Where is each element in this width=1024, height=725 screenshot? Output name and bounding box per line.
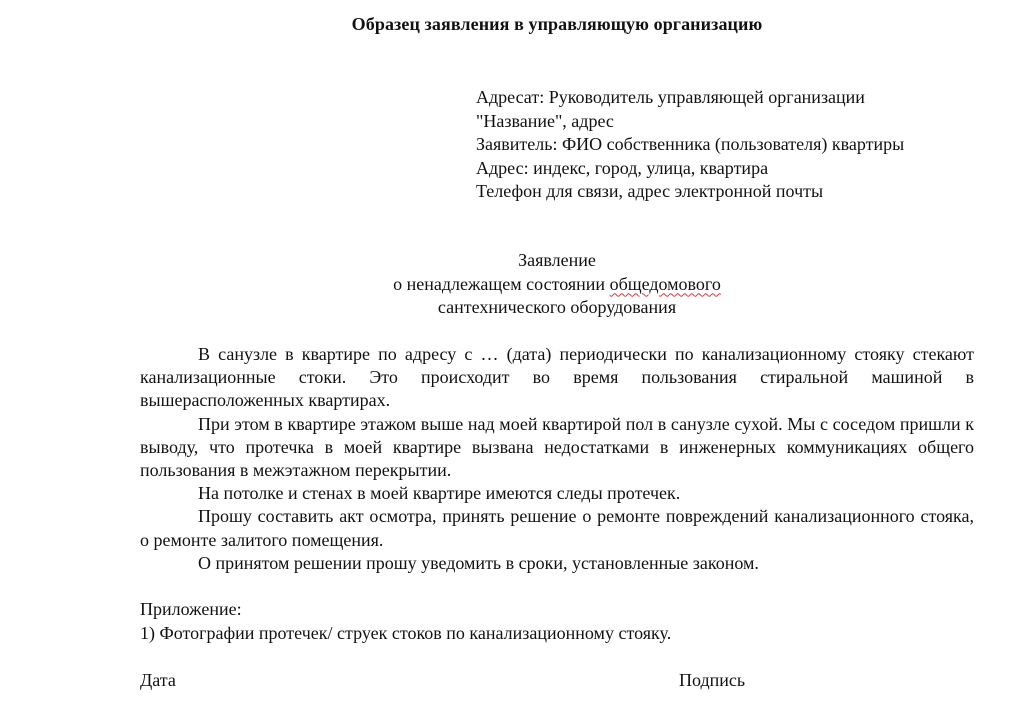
statement-heading-title: Заявление: [518, 250, 596, 270]
body-paragraph: Прошу составить акт осмотра, принять решение о ремонте повреждений канализационного стояка, о ремонте залитого помещения.: [140, 506, 974, 550]
attachments-label: Приложение:: [140, 599, 242, 619]
recipient-contacts: Телефон для связи, адрес электронной почты: [476, 181, 824, 201]
attachment-item: 1) Фотографии протечек/ струек стоков по канализационному стояку.: [140, 622, 672, 643]
statement-body: [140, 343, 974, 575]
recipient-block: [476, 86, 904, 204]
body-paragraph: При этом в квартире этажом выше над моей квартирой пол в санузле сухой. Мы с соседом пришли к выводу, что протечка в моей квартире вызвана недостатками в инженерных коммуникациях общего пользования в межэтажном перекрытии.: [140, 413, 974, 481]
statement-heading: [0, 249, 1024, 320]
statement-heading-subject-text: о ненадлежащем состоянии: [393, 273, 610, 294]
attachments-section: [140, 598, 671, 645]
date-label: Дата: [140, 670, 176, 690]
spellcheck-underlined-word: общедомового: [609, 273, 721, 294]
signature-label: Подпись: [679, 670, 746, 690]
statement-heading-subject: [0, 273, 1024, 297]
recipient-address: Адрес: индекс, город, улица, квартира: [476, 157, 769, 178]
statement-heading-subject-cont: сантехнического оборудования: [437, 297, 677, 317]
body-paragraph: О принятом решении прошу уведомить в сроки, установленные законом.: [198, 552, 759, 573]
body-paragraph: В санузле в квартире по адресу с … (дата) периодически по канализационному стояку стекают канализационные стоки. Это происходит во время пользования стиральной машиной в вышерасположенных квартирах.: [140, 344, 974, 411]
recipient-organization-name: "Название", адрес: [476, 110, 614, 131]
recipient-addressee: Адресат: Руководитель управляющей организации: [476, 87, 865, 107]
document-title: Образец заявления в управляющую организацию: [351, 14, 763, 34]
body-paragraph: На потолке и стенах в моей квартире имеются следы протечек.: [198, 483, 681, 504]
recipient-applicant: Заявитель: ФИО собственника (пользователя) квартиры: [476, 134, 905, 154]
